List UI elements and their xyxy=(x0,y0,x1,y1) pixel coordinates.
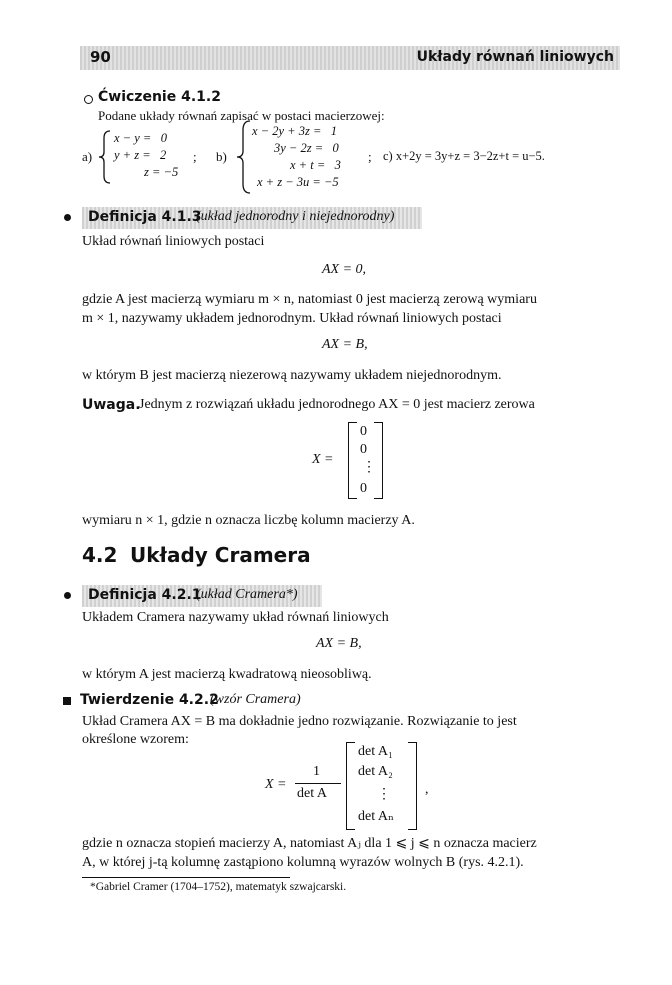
cramer-entry-3: ⋮ xyxy=(377,787,391,802)
cramer-entry-1: det A₁ xyxy=(358,744,393,759)
def413-paragraph-2-line-1: gdzie A jest macierzą wymiaru m × n, natomiast 0 jest macierzą zerową wymiaru xyxy=(82,292,537,307)
exercise-circle-icon xyxy=(84,95,93,104)
separator-b: ; xyxy=(368,149,372,164)
theorem-line-2: określone wzorem: xyxy=(82,732,189,747)
definition-bullet-icon-2 xyxy=(64,592,71,599)
fraction-numerator: 1 xyxy=(313,764,320,779)
theorem-paragraph-line-2: A, w której j-tą kolumnę zastąpiono kolumną wyrazów wolnych B (rys. 4.2.1). xyxy=(82,855,524,870)
page-number: 90 xyxy=(90,48,111,66)
footnote: *Gabriel Cramer (1704–1752), matematyk szwajcarski. xyxy=(90,881,347,893)
system-b-line-3: x + t = 3 xyxy=(290,158,341,172)
cramer-left-bracket xyxy=(346,742,355,830)
cramer-entry-4: det Aₙ xyxy=(358,809,394,824)
definition-421-label: Definicja 4.2.1 xyxy=(88,587,202,603)
theorem-line-1: Układ Cramera AX = B ma dokładnie jedno rozwiązanie. Rozwiązanie to jest xyxy=(82,714,517,729)
separator-a: ; xyxy=(193,149,197,164)
section-title: Układy Cramera xyxy=(130,543,311,567)
system-b-line-2: 3y − 2z = 0 xyxy=(274,141,339,155)
cramer-X: X = xyxy=(265,777,287,792)
system-a-line-3: z = −5 xyxy=(144,165,179,179)
system-a-line-1: x − y = 0 xyxy=(114,131,167,145)
fraction-line xyxy=(295,783,341,784)
zero-vector-entry-3: ⋮ xyxy=(362,460,376,475)
def413-paragraph-1: Układ równań liniowych postaci xyxy=(82,234,265,249)
definition-bullet-icon xyxy=(64,214,71,221)
def421-paragraph-1: Układem Cramera nazywamy układ równań liniowych xyxy=(82,610,389,625)
page-header xyxy=(80,46,620,70)
remark-label: Uwaga. xyxy=(82,397,141,413)
def413-paragraph-2-line-2: m × 1, nazywamy układem jednorodnym. Układ równań liniowych postaci xyxy=(82,311,502,326)
cramer-trailing-comma: , xyxy=(425,782,429,797)
def413-equation-2: AX = B, xyxy=(322,337,368,352)
theorem-square-icon xyxy=(63,697,71,705)
def421-equation: AX = B, xyxy=(316,636,362,651)
running-title: Układy równań liniowych xyxy=(416,49,614,65)
theorem-paragraph-line-1: gdzie n oznacza stopień macierzy A, natomiast Aⱼ dla 1 ⩽ j ⩽ n oznacza macierz xyxy=(82,836,537,851)
section-number: 4.2 xyxy=(82,543,118,567)
cramer-entry-2: det A₂ xyxy=(358,764,393,779)
zero-vector-entry-1: 0 xyxy=(360,424,367,439)
cramer-right-bracket xyxy=(408,742,417,830)
zero-vector-entry-4: 0 xyxy=(360,481,367,496)
footnote-rule xyxy=(82,877,290,878)
remark-text: Jednym z rozwiązań układu jednorodnego AX = 0 jest macierz zerowa xyxy=(139,397,535,412)
def413-paragraph-4: wymiaru n × 1, gdzie n oznacza liczbę kolumn macierzy A. xyxy=(82,513,415,528)
zero-vector-entry-2: 0 xyxy=(360,442,367,457)
system-a-label: a) xyxy=(82,149,93,164)
exercise-intro: Podane układy równań zapisać w postaci macierzowej: xyxy=(98,108,385,123)
definition-421-subtitle: (układ Cramera*) xyxy=(196,587,298,602)
left-bracket xyxy=(348,422,357,499)
def421-paragraph-2: w którym A jest macierzą kwadratową nieosobliwą. xyxy=(82,667,372,682)
system-b-line-4: x + z − 3u = −5 xyxy=(257,175,339,189)
system-b-label: b) xyxy=(216,149,227,164)
brace-b xyxy=(236,120,252,194)
definition-413-label: Definicja 4.1.3 xyxy=(88,209,202,225)
system-b-line-1: x − 2y + 3z = 1 xyxy=(252,124,338,138)
definition-413-subtitle: (układ jednorodny i niejednorodny) xyxy=(196,209,395,224)
def413-paragraph-3: w którym B jest macierzą niezerową nazywamy układem niejednorodnym. xyxy=(82,368,502,383)
system-a-line-2: y + z = 2 xyxy=(114,148,167,162)
theorem-subtitle: (wzór Cramera) xyxy=(210,692,301,707)
system-c: c) x+2y = 3y+z = 3−2z+t = u−5. xyxy=(383,149,545,163)
exercise-label: Ćwiczenie 4.1.2 xyxy=(98,89,221,105)
zero-vector-X: X = xyxy=(312,452,334,467)
def413-equation-1: AX = 0, xyxy=(322,262,367,277)
brace-a xyxy=(98,130,112,184)
fraction-denominator: det A xyxy=(297,786,327,801)
theorem-label: Twierdzenie 4.2.2 xyxy=(80,692,219,708)
